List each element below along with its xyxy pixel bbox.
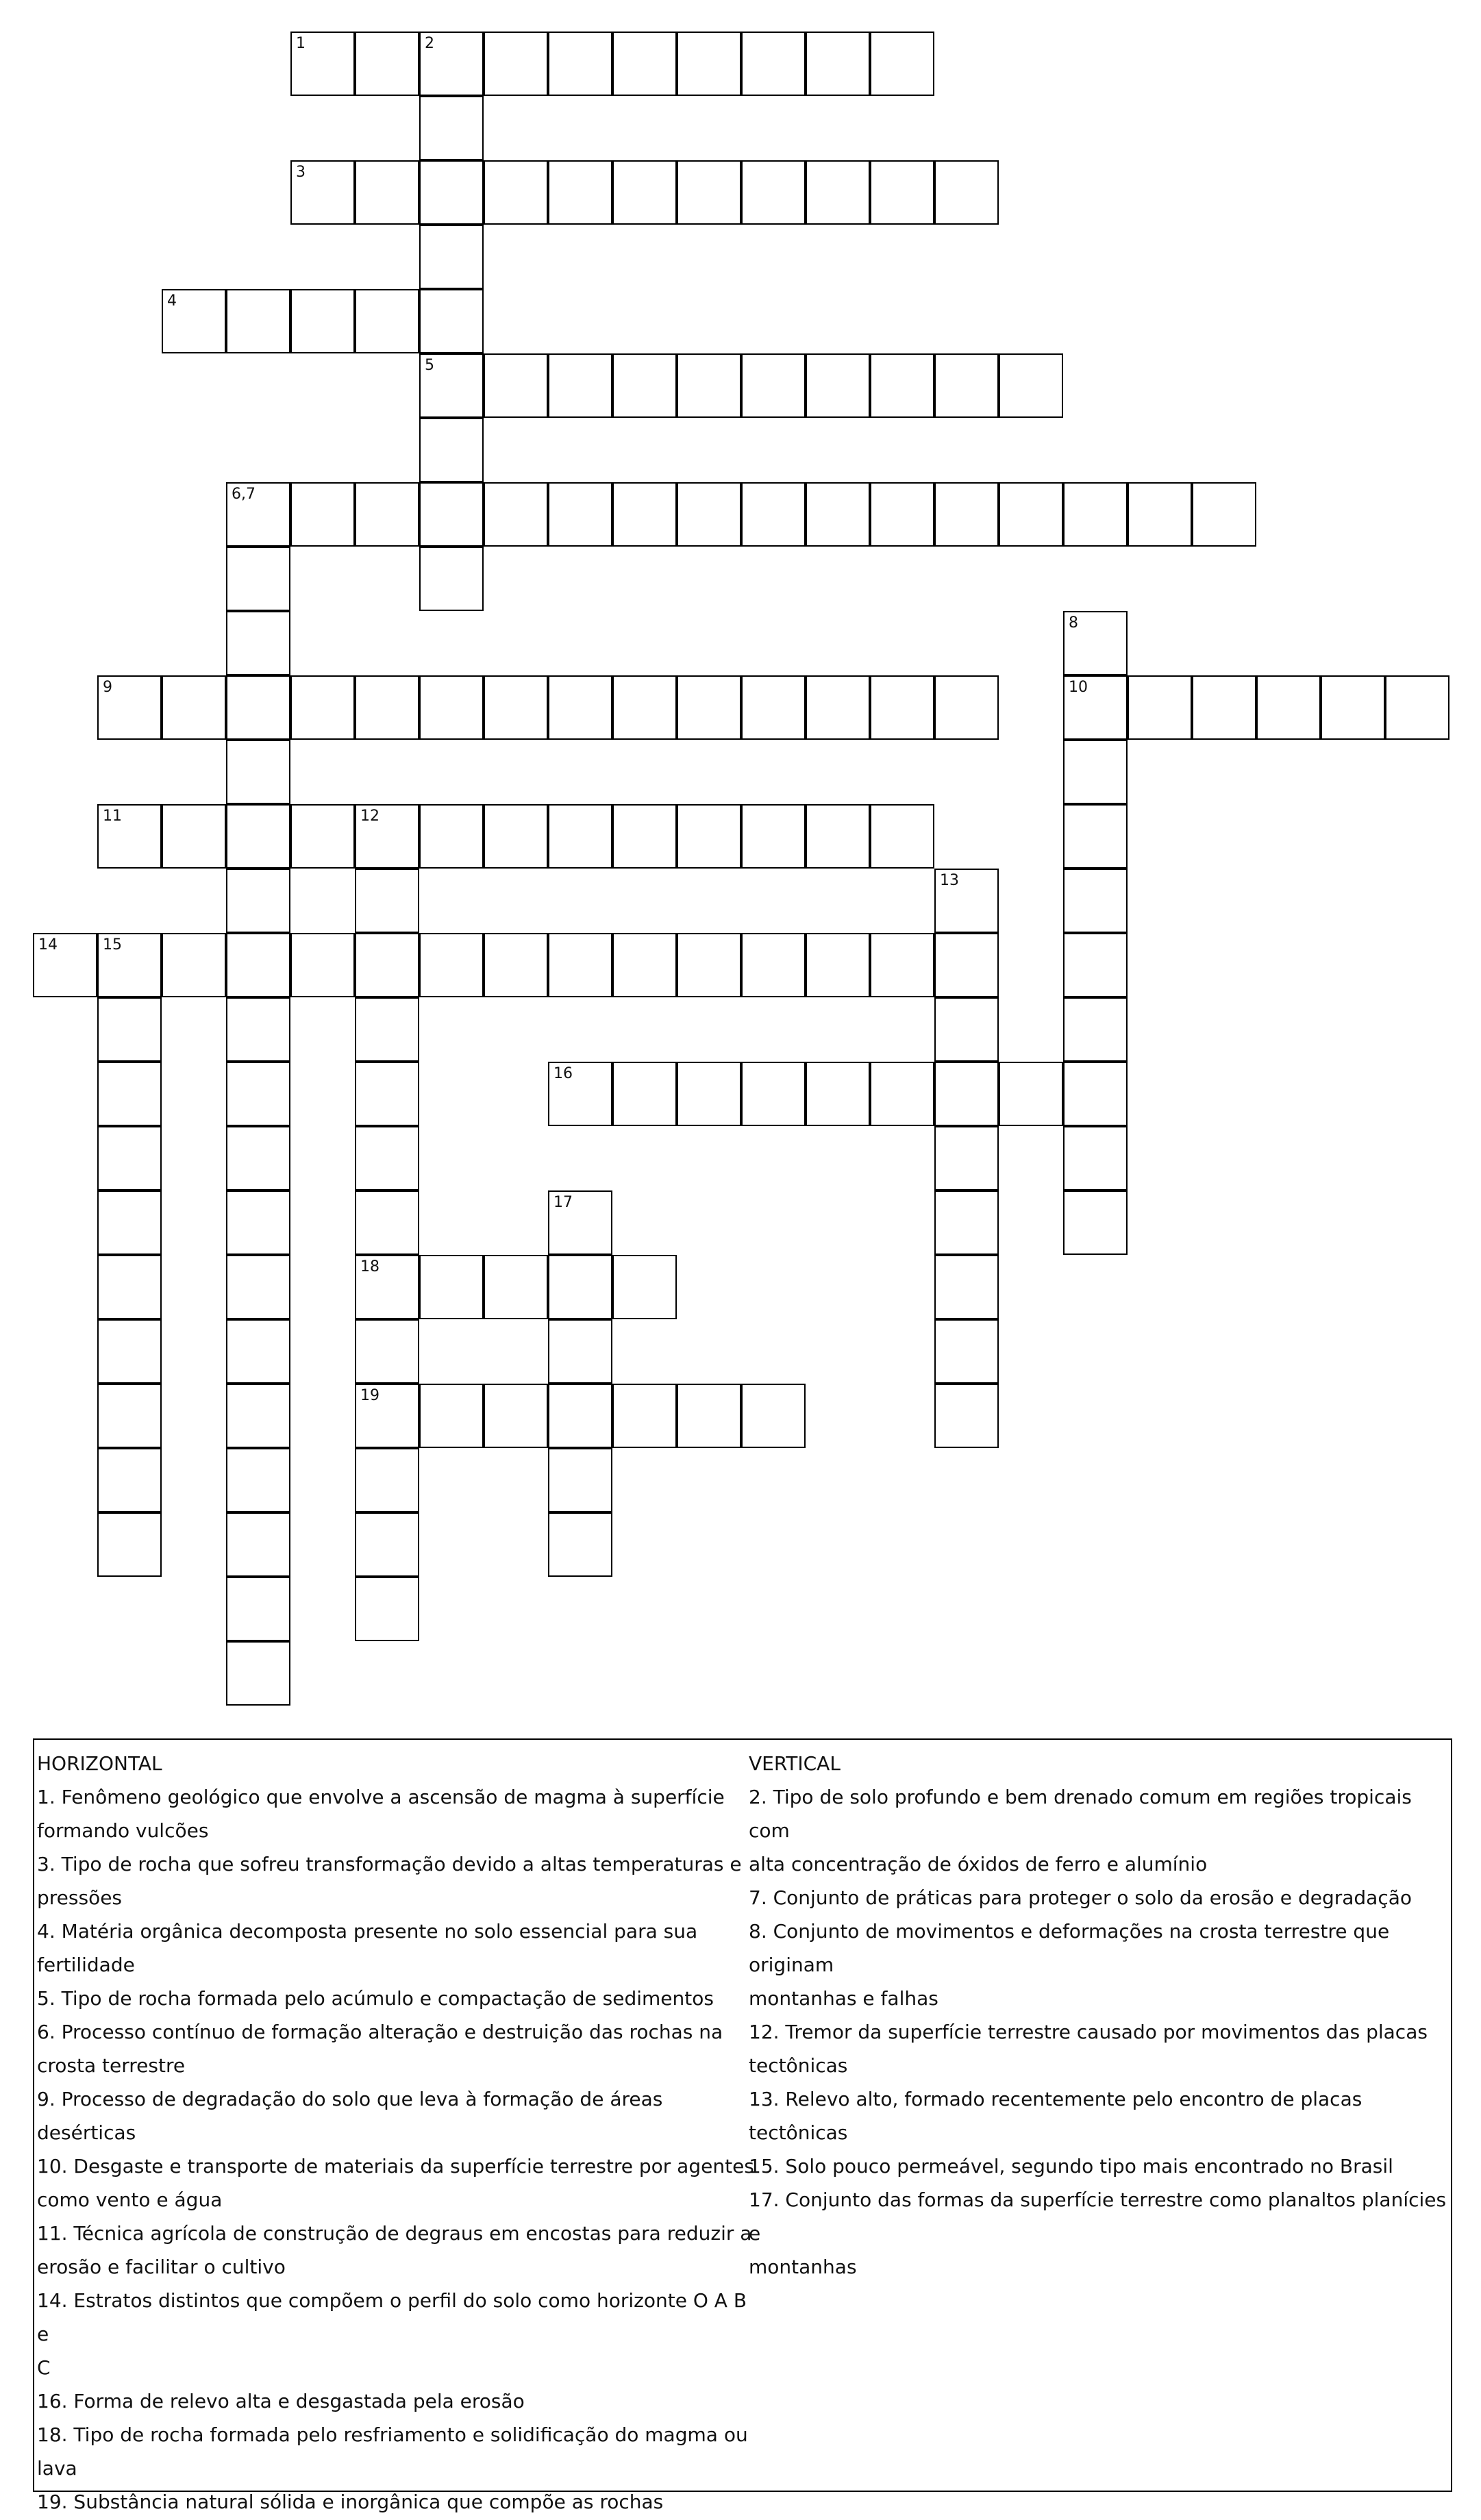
clue-number: 11 [103,808,122,825]
clue-line: pressões [37,1886,123,1909]
clue-line: 18. Tipo de rocha formada pelo resfriamento e solidificação do magma ou [37,2423,748,2446]
clue-number: 18 [360,1258,379,1275]
grid-cell[interactable] [419,933,484,997]
grid-cell[interactable] [290,675,355,740]
grid-cell[interactable] [484,804,548,869]
grid-cell[interactable] [548,1190,612,1255]
grid-cell[interactable] [97,1255,162,1319]
grid-cell[interactable] [226,1512,290,1577]
grid-cell[interactable] [870,804,934,869]
grid-cell[interactable] [419,160,484,225]
grid-cell[interactable] [612,353,677,418]
grid-cell[interactable] [548,1384,612,1448]
grid-cell[interactable] [1063,869,1128,933]
grid-cell[interactable] [419,353,484,418]
grid-cell[interactable] [999,353,1063,418]
clue-line: alta concentração de óxidos de ferro e alumínio [749,1853,1208,1875]
grid-cell[interactable] [548,1319,612,1384]
grid-cell[interactable] [806,804,870,869]
grid-cell[interactable] [226,869,290,933]
grid-cell[interactable] [677,353,741,418]
grid-cell[interactable] [677,1062,741,1126]
grid-cell[interactable] [419,547,484,611]
grid-cell[interactable] [162,933,226,997]
grid-cell[interactable] [226,1062,290,1126]
clue-line: 11. Técnica agrícola de construção de degraus em encostas para reduzir a [37,2222,752,2245]
grid-cell[interactable] [226,804,290,869]
grid-cell[interactable] [612,160,677,225]
grid-cell[interactable] [1063,1126,1128,1190]
grid-cell[interactable] [355,997,419,1062]
grid-cell[interactable] [870,675,934,740]
grid-cell[interactable] [934,1062,999,1126]
grid-cell[interactable] [612,933,677,997]
clue-number: 3 [296,164,306,181]
clue-number: 17 [553,1194,573,1211]
clue-line: como vento e água [37,2188,223,2211]
grid-cell[interactable] [999,482,1063,547]
grid-cell[interactable] [484,32,548,96]
clue-number: 5 [425,357,434,374]
clue-line: 7. Conjunto de práticas para proteger o solo da erosão e degradação [749,1886,1412,1909]
clue-line: 2. Tipo de solo profundo e bem drenado comum em regiões tropicais com [749,1786,1412,1842]
grid-cell[interactable] [162,804,226,869]
clue-line: 17. Conjunto das formas da superfície terrestre como planaltos planícies e [749,2188,1447,2245]
clue-line: 10. Desgaste e transporte de materiais da superfície terrestre por agentes [37,2155,754,2178]
grid-cell[interactable] [1192,482,1256,547]
grid-cell[interactable] [1385,675,1449,740]
grid-cell[interactable] [33,933,97,997]
horizontal-clues [37,1747,756,2519]
grid-cell[interactable] [1063,740,1128,804]
clue-line: C [37,2356,51,2379]
grid-cell[interactable] [612,1255,677,1319]
grid-cell[interactable] [290,482,355,547]
grid-cell[interactable] [419,1255,484,1319]
clue-line: 1. Fenômeno geológico que envolve a ascensão de magma à superfície [37,1786,725,1808]
grid-cell[interactable] [677,1384,741,1448]
grid-cell[interactable] [419,804,484,869]
grid-cell[interactable] [806,32,870,96]
grid-cell[interactable] [870,1062,934,1126]
grid-cell[interactable] [1128,675,1192,740]
grid-cell[interactable] [355,1126,419,1190]
grid-cell[interactable] [870,482,934,547]
grid-cell[interactable] [741,482,806,547]
grid-cell[interactable] [548,482,612,547]
grid-cell[interactable] [226,933,290,997]
grid-cell[interactable] [806,482,870,547]
clue-line: 4. Matéria orgânica decomposta presente no solo essencial para sua [37,1920,698,1943]
grid-cell[interactable] [612,804,677,869]
grid-cell[interactable] [355,1255,419,1319]
grid-cell[interactable] [548,160,612,225]
grid-cell[interactable] [226,1126,290,1190]
grid-cell[interactable] [226,1641,290,1706]
grid-cell[interactable] [934,675,999,740]
grid-cell[interactable] [741,353,806,418]
grid-cell[interactable] [612,1384,677,1448]
clue-line: 5. Tipo de rocha formada pelo acúmulo e compactação de sedimentos [37,1987,714,2010]
grid-cell[interactable] [97,804,162,869]
grid-cell[interactable] [419,418,484,482]
grid-cell[interactable] [226,675,290,740]
clue-number: 2 [425,35,434,52]
clue-number: 6,7 [232,486,256,503]
grid-cell[interactable] [484,933,548,997]
grid-cell[interactable] [355,482,419,547]
grid-cell[interactable] [934,1255,999,1319]
grid-cell[interactable] [97,1190,162,1255]
grid-cell[interactable] [97,1512,162,1577]
clue-line: 6. Processo contínuo de formação alteração e destruição das rochas na [37,2021,723,2043]
clue-number: 12 [360,808,379,825]
grid-cell[interactable] [548,32,612,96]
clue-line: crosta terrestre [37,2054,186,2077]
grid-cell[interactable] [741,1062,806,1126]
grid-cell[interactable] [484,675,548,740]
grid-cell[interactable] [355,804,419,869]
clue-line: 8. Conjunto de movimentos e deformações na crosta terrestre que originam [749,1920,1390,1976]
grid-cell[interactable] [806,1062,870,1126]
grid-cell[interactable] [934,997,999,1062]
grid-cell[interactable] [1063,611,1128,675]
grid-cell[interactable] [419,1384,484,1448]
grid-cell[interactable] [484,1255,548,1319]
grid-cell[interactable] [355,1319,419,1384]
grid-cell[interactable] [677,160,741,225]
clue-number: 10 [1069,679,1088,696]
grid-cell[interactable] [934,933,999,997]
grid-cell[interactable] [226,1384,290,1448]
grid-cell[interactable] [226,482,290,547]
clue-number: 13 [940,872,959,889]
grid-cell[interactable] [677,675,741,740]
clue-line: 14. Estratos distintos que compõem o perfil do solo como horizonte O A B e [37,2289,747,2345]
grid-cell[interactable] [484,482,548,547]
clue-line: fertilidade [37,1954,135,1976]
grid-cell[interactable] [870,353,934,418]
grid-cell[interactable] [806,933,870,997]
grid-cell[interactable] [355,32,419,96]
grid-cell[interactable] [355,1062,419,1126]
grid-cell[interactable] [677,933,741,997]
vertical-clues [749,1747,1451,2284]
grid-cell[interactable] [612,1062,677,1126]
clue-line: montanhas e falhas [749,1987,938,2010]
grid-cell[interactable] [419,289,484,353]
grid-cell[interactable] [806,353,870,418]
grid-cell[interactable] [548,1255,612,1319]
clue-line: 16. Forma de relevo alta e desgastada pela erosão [37,2390,525,2412]
grid-cell[interactable] [226,997,290,1062]
clue-line: 12. Tremor da superfície terrestre causado por movimentos das placas [749,2021,1428,2043]
grid-cell[interactable] [612,482,677,547]
grid-cell[interactable] [934,1126,999,1190]
grid-cell[interactable] [97,1384,162,1448]
grid-cell[interactable] [290,804,355,869]
vertical-title: VERTICAL [749,1752,841,1775]
grid-cell[interactable] [548,804,612,869]
clue-number: 4 [167,292,177,310]
grid-cell[interactable] [870,32,934,96]
grid-cell[interactable] [677,32,741,96]
grid-cell[interactable] [934,869,999,933]
grid-cell[interactable] [612,675,677,740]
grid-cell[interactable] [1063,482,1128,547]
grid-cell[interactable] [97,997,162,1062]
grid-cell[interactable] [870,160,934,225]
grid-cell[interactable] [548,1062,612,1126]
grid-cell[interactable] [484,1384,548,1448]
grid-cell[interactable] [999,1062,1063,1126]
clue-line: 15. Solo pouco permeável, segundo tipo mais encontrado no Brasil [749,2155,1393,2178]
grid-cell[interactable] [97,1126,162,1190]
clue-number: 1 [296,35,306,52]
grid-cell[interactable] [355,933,419,997]
grid-cell[interactable] [355,1190,419,1255]
grid-cell[interactable] [97,1319,162,1384]
grid-cell[interactable] [226,289,290,353]
clue-line: tectônicas [749,2054,848,2077]
grid-cell[interactable] [934,160,999,225]
grid-cell[interactable] [162,289,226,353]
grid-cell[interactable] [677,804,741,869]
grid-cell[interactable] [1256,675,1321,740]
grid-cell[interactable] [548,675,612,740]
grid-cell[interactable] [419,32,484,96]
grid-cell[interactable] [355,869,419,933]
grid-cell[interactable] [484,160,548,225]
grid-cell[interactable] [1063,933,1128,997]
grid-cell[interactable] [1128,482,1192,547]
grid-cell[interactable] [934,353,999,418]
grid-cell[interactable] [355,1577,419,1641]
grid-cell[interactable] [226,547,290,611]
grid-cell[interactable] [612,32,677,96]
grid-cell[interactable] [741,160,806,225]
grid-cell[interactable] [741,804,806,869]
grid-cell[interactable] [290,289,355,353]
clue-line: montanhas [749,2256,857,2278]
grid-cell[interactable] [741,1384,806,1448]
grid-cell[interactable] [548,353,612,418]
grid-cell[interactable] [162,675,226,740]
grid-cell[interactable] [355,1384,419,1448]
grid-cell[interactable] [97,933,162,997]
clue-line: lava [37,2457,77,2480]
grid-cell[interactable] [1063,1190,1128,1255]
clue-number: 19 [360,1387,379,1404]
grid-cell[interactable] [1063,804,1128,869]
grid-cell[interactable] [677,482,741,547]
grid-cell[interactable] [934,1319,999,1384]
grid-cell[interactable] [741,933,806,997]
clue-number: 8 [1069,614,1078,632]
clue-number: 16 [553,1065,573,1082]
grid-cell[interactable] [934,1190,999,1255]
clues-box [33,1738,1452,2513]
grid-cell[interactable] [934,1384,999,1448]
grid-cell[interactable] [741,32,806,96]
grid-cell[interactable] [1063,1062,1128,1126]
clue-number: 15 [103,936,122,953]
grid-cell[interactable] [419,675,484,740]
grid-cell[interactable] [97,1448,162,1512]
grid-cell[interactable] [1063,997,1128,1062]
grid-cell[interactable] [290,32,355,96]
grid-cell[interactable] [419,96,484,160]
grid-cell[interactable] [806,675,870,740]
grid-cell[interactable] [226,1190,290,1255]
grid-cell[interactable] [1063,675,1128,740]
grid-cell[interactable] [870,933,934,997]
grid-cell[interactable] [226,1577,290,1641]
grid-cell[interactable] [355,1448,419,1512]
grid-cell[interactable] [355,289,419,353]
grid-cell[interactable] [355,160,419,225]
grid-cell[interactable] [355,675,419,740]
grid-cell[interactable] [934,482,999,547]
clue-number: 14 [38,936,58,953]
grid-cell[interactable] [419,225,484,289]
grid-cell[interactable] [548,933,612,997]
clue-line: 19. Substância natural sólida e inorgânica que compõe as rochas [37,2491,664,2513]
horizontal-title: HORIZONTAL [37,1752,162,1775]
grid-cell[interactable] [226,1255,290,1319]
grid-cell[interactable] [419,482,484,547]
grid-cell[interactable] [355,1512,419,1577]
grid-cell[interactable] [1321,675,1385,740]
grid-cell[interactable] [806,160,870,225]
clue-line: formando vulcões [37,1819,209,1842]
grid-cell[interactable] [226,740,290,804]
grid-cell[interactable] [226,611,290,675]
grid-cell[interactable] [741,675,806,740]
grid-cell[interactable] [548,1448,612,1512]
grid-cell[interactable] [484,353,548,418]
grid-cell[interactable] [548,1512,612,1577]
grid-cell[interactable] [97,675,162,740]
grid-cell[interactable] [290,160,355,225]
grid-cell[interactable] [290,933,355,997]
clue-number: 9 [103,679,112,696]
clue-line: 9. Processo de degradação do solo que leva à formação de áreas desérticas [37,2088,663,2144]
clue-line: 3. Tipo de rocha que sofreu transformação devido a altas temperaturas e [37,1853,742,1875]
grid-cell[interactable] [1192,675,1256,740]
grid-cell[interactable] [226,1448,290,1512]
clue-line: 13. Relevo alto, formado recentemente pelo encontro de placas tectônicas [749,2088,1362,2144]
grid-cell[interactable] [97,1062,162,1126]
grid-cell[interactable] [226,1319,290,1384]
clue-line: erosão e facilitar o cultivo [37,2256,286,2278]
